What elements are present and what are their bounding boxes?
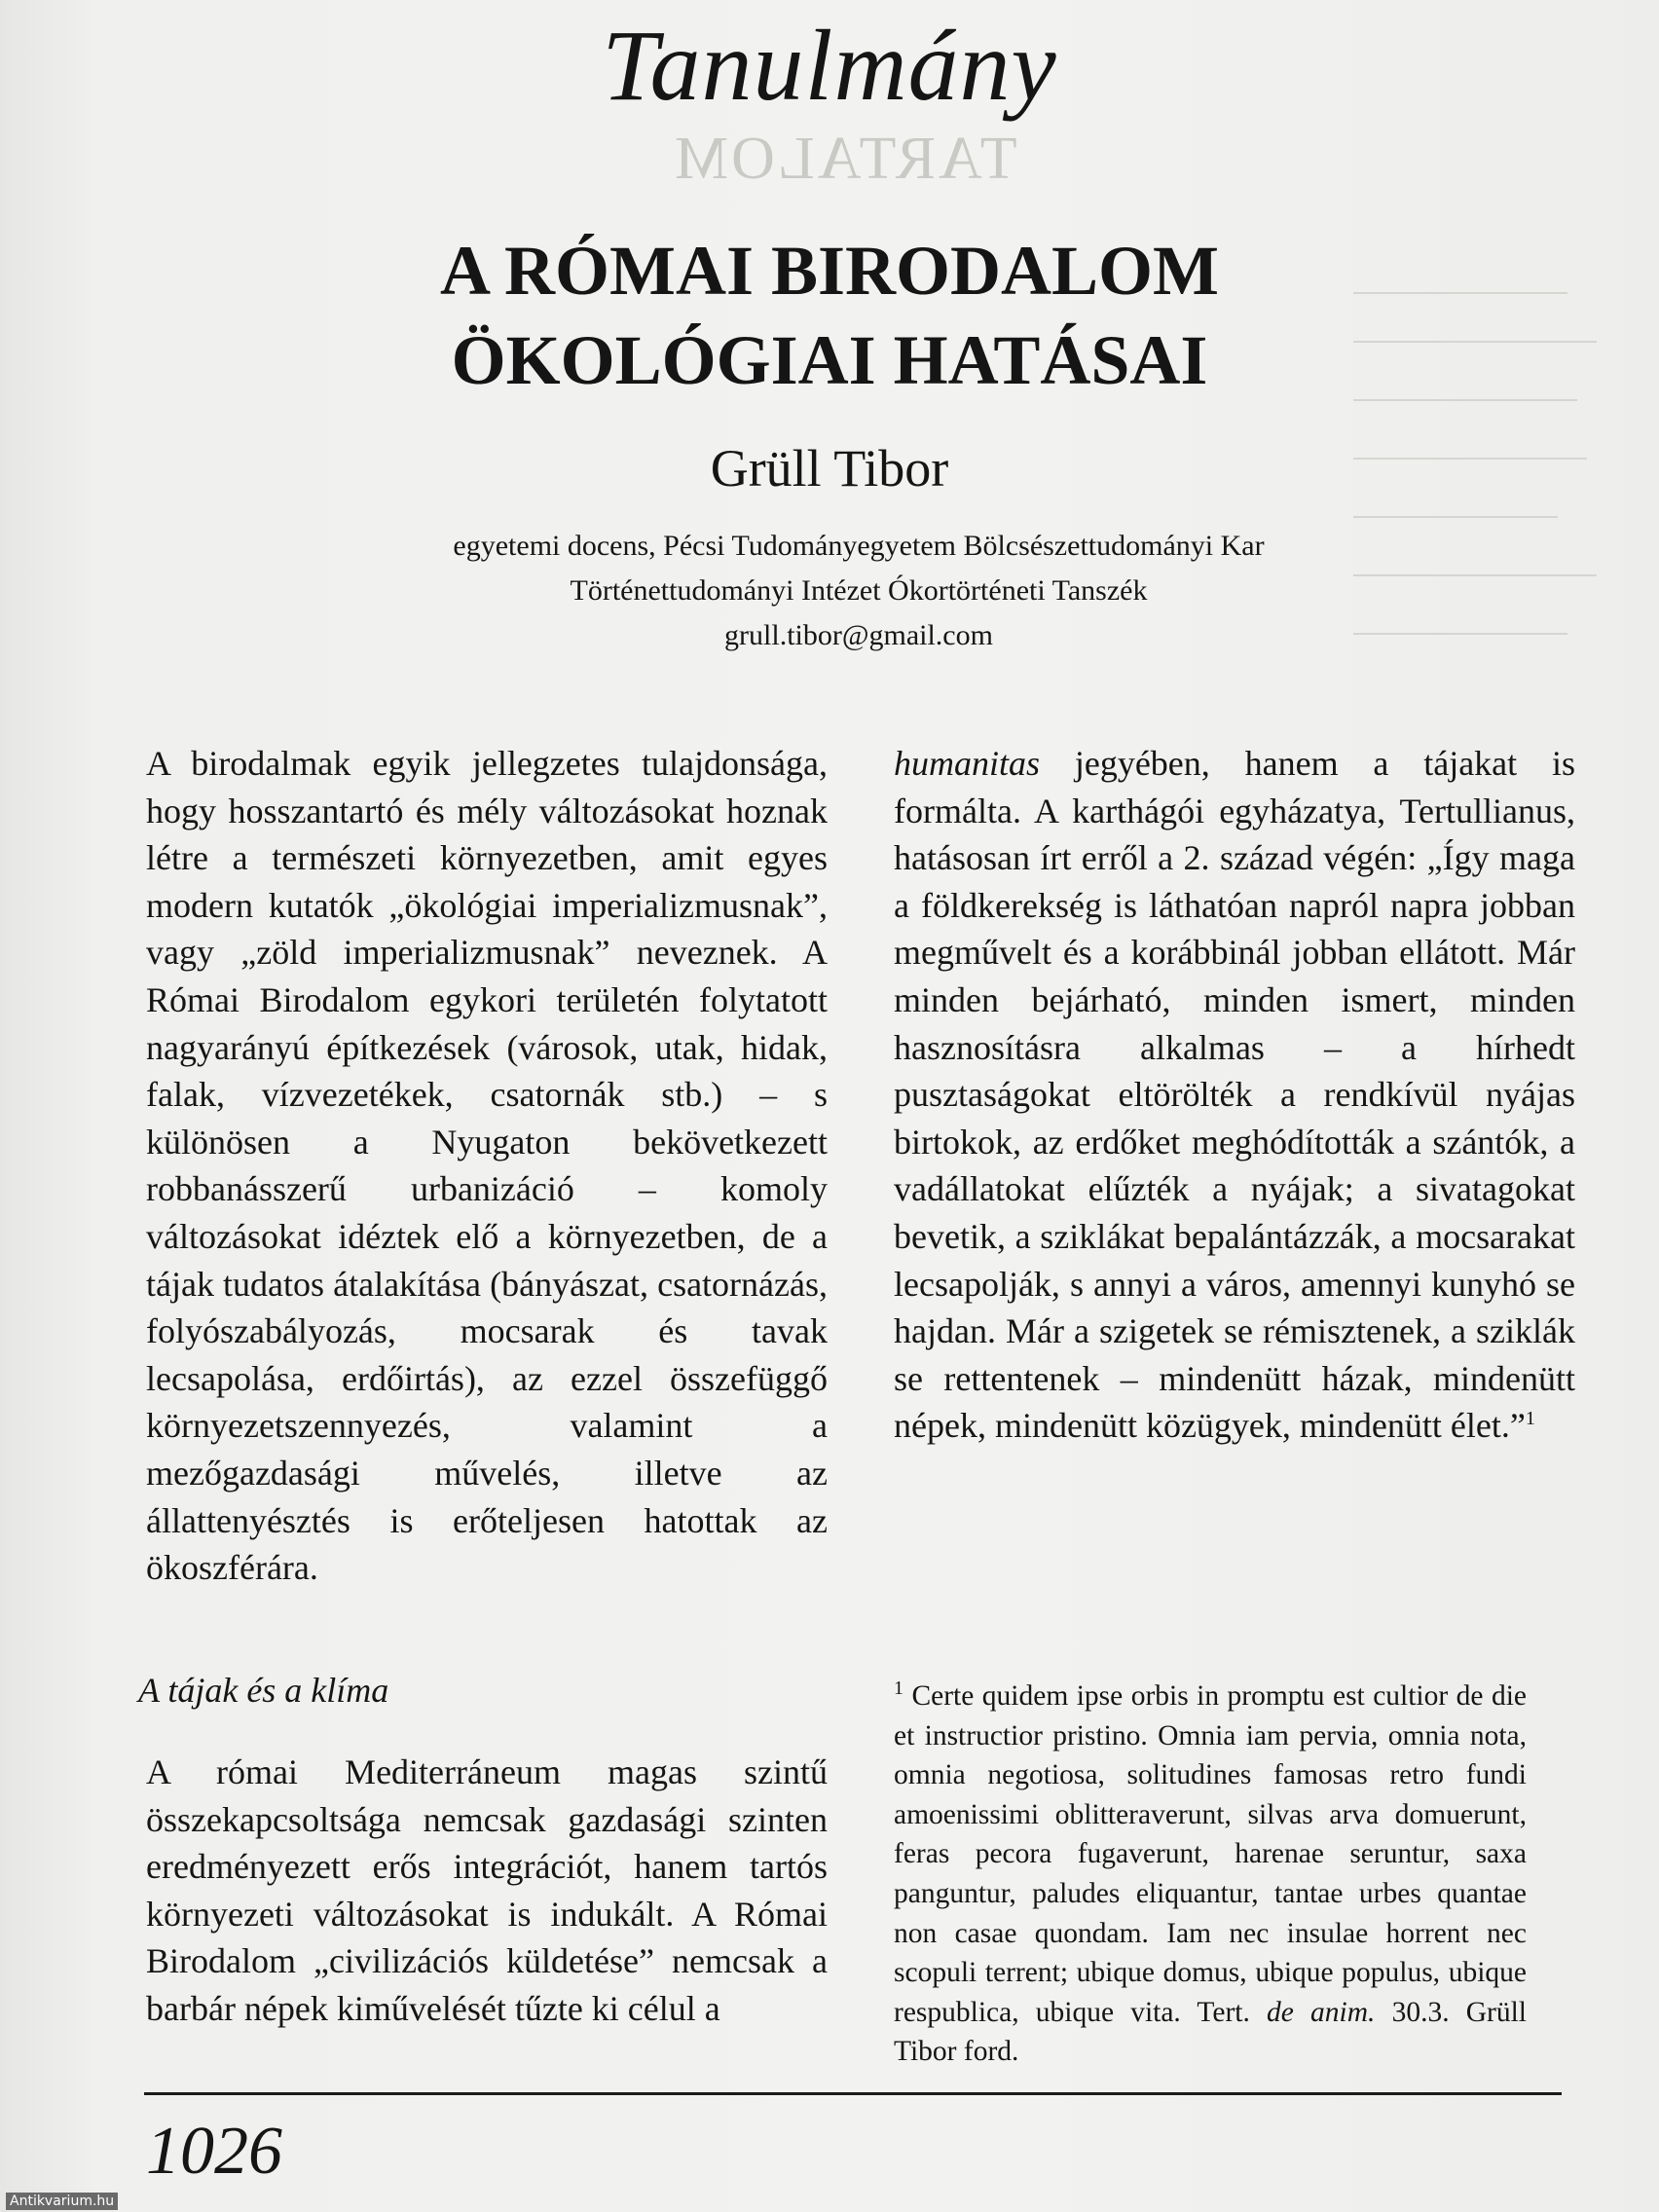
footnote-source: 30.3. Grüll Tibor ford. (894, 1996, 1527, 2068)
affiliation-line2: Történettudományi Intézet Ókortörténeti Tanszék (570, 574, 1148, 607)
article-title-line1: A RÓMAI BIRODALOM (439, 232, 1219, 310)
article-title-line2: ÖKOLÓGIAI HATÁSAI (451, 321, 1208, 399)
section-header: Tanulmány (602, 10, 1057, 122)
body-text: jegyében, hanem a tájakat is formálta. A karthágói egyházatya, Tertullianus, hatásosan írt erről a 2. század végén: „Így maga a földkerekség is láthatóan napról napra jobban megművelt és a korábbinál jobban ellátott. Már minden bejárható, minden ismert, minden hasznosításra alkalmas – a hírhedt pusztaságokat eltörölték a rendkívül nyájas birtokok, az erdőket meghódították a szántók, a vadállatokat elűzték a nyájak; a sivatagokat bevetik, a sziklákat bepalántázzák, a mocsarakat lecsapolják, s annyi a város, amennyi kunyhó se hajdan. Már a szigetek se rémisztenek, a sziklák se rettentenek – mindenütt házak, mindenütt népek, mindenütt közügyek, mindenütt élet.” (894, 744, 1575, 1446)
bleed-through-text: TARTALOM (672, 126, 1017, 192)
footnote-source-italic: de anim. (1267, 1996, 1376, 2028)
footnote-number: 1 (894, 1677, 903, 1700)
italic-term: humanitas (894, 744, 1041, 783)
article-title (0, 226, 1659, 405)
footnote-text (894, 1677, 1527, 2072)
affiliation-line1: egyetemi docens, Pécsi Tudományegyetem Bölcsészettudományi Kar (453, 530, 1265, 562)
footnote-body: Certe quidem ipse orbis in promptu est cultior de die et instructior pristino. Omnia iam pervia, omnia nota, omnia negotiosa, solitudines famosas retro fundi amoenissimi oblitteraverunt, silvas arva domuerunt, feras pecora fugaverunt, harenae seruntur, saxa panguntur, paludes eliquantur, tantae urbes quantae non casae quondam. Iam nec insulae horrent nec scopuli terrent; ubique domus, ubique populus, ubique respublica, ubique vita. Tert. (894, 1680, 1527, 2028)
author-name: Grüll Tibor (710, 439, 949, 498)
body-column-left (146, 740, 828, 1592)
body-paragraph: A római Mediterráneum magas szintű összekapcsoltsága nemcsak gazdasági szinten eredményezett erős integrációt, hanem tartós környezeti változásokat is indukált. A Római Birodalom „civilizációs küldetése” nemcsak a barbár népek kiművelését tűzte ki célul a (146, 1752, 828, 2028)
footnote (894, 1677, 1527, 2072)
body-column-right (894, 740, 1575, 1450)
body-paragraph (894, 740, 1575, 1450)
author-affiliation (0, 524, 1659, 658)
page-number: 1026 (146, 2114, 282, 2189)
author-email: grull.tibor@gmail.com (724, 619, 993, 651)
footnote-reference: 1 (1525, 1408, 1535, 1430)
watermark: Antikvarium.hu (6, 2193, 118, 2210)
body-column-left-continued (146, 1749, 828, 2033)
bottom-rule (144, 2092, 1562, 2095)
body-paragraph: A birodalmak egyik jellegzetes tulajdonsága, hogy hosszantartó és mély változásokat hoznak létre a természeti környezetben, amit egyes modern kutatók „ökológiai imperializmusnak”, vagy „zöld imperializmusnak” neveznek. A Római Birodalom egykori területén folytatott nagyarányú építkezések (városok, utak, hidak, falak, vízvezetékek, csatornák stb.) – s különösen a Nyugaton bekövetkezett robbanásszerű urbanizáció – komoly változásokat idéztek elő a környezetben, de a tájak tudatos átalakítása (bányászat, csatornázás, folyószabályozás, mocsarak és tavak lecsapolása, erdőirtás), az ezzel összefüggő környezetszennyezés, valamint a mezőgazdasági művelés, illetve az állattenyésztés is erőteljesen hatottak az ökoszférára. (146, 744, 828, 1588)
bleed-through-line (1353, 516, 1558, 518)
subheading: A tájak és a klíma (138, 1671, 389, 1710)
